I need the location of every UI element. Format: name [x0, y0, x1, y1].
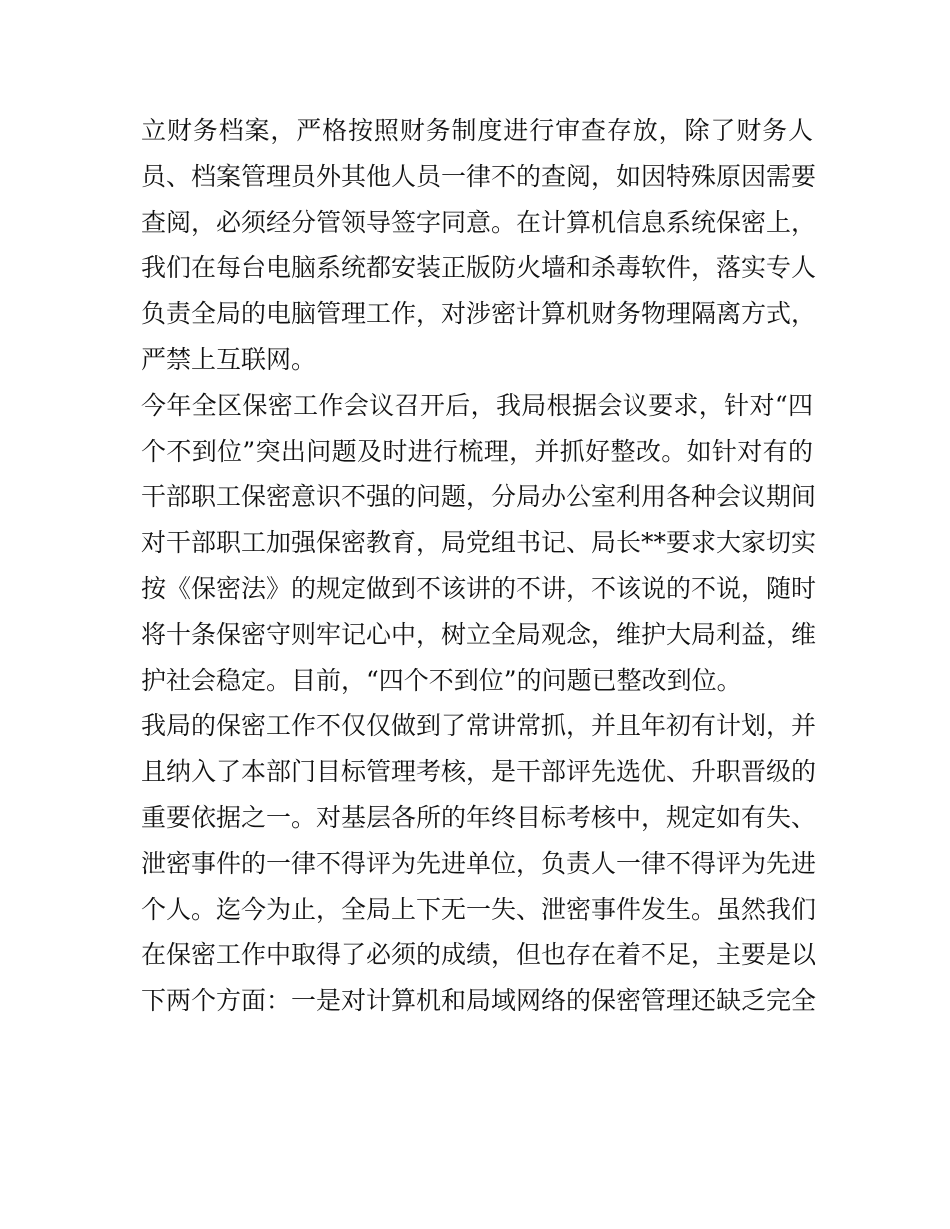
text-line: 查阅，必须经分管领导签字同意。在计算机信息系统保密上，: [141, 207, 817, 237]
text-line: 且纳入了本部门目标管理考核，是干部评先选优、升职晋级的: [141, 757, 817, 787]
paragraph-3: [141, 703, 817, 1024]
text-line: 今年全区保密工作会议召开后，我局根据会议要求，针对“四: [141, 390, 813, 420]
text-line: 在保密工作中取得了必须的成绩，但也存在着不足，主要是以: [141, 940, 817, 970]
text-line: 干部职工保密意识不强的问题，分局办公室利用各种会议期间: [141, 482, 817, 512]
text-line: 护社会稳定。目前，“四个不到位”的问题已整改到位。: [141, 665, 742, 695]
text-line: 立财务档案，严格按照财务制度进行审查存放，除了财务人: [141, 116, 813, 145]
text-line: 负责全局的电脑管理工作，对涉密计算机财务物理隔离方式，: [141, 299, 817, 329]
text-line: 对干部职工加强保密教育，局党组书记、局长**要求大家切实: [141, 528, 817, 558]
text-line: 我们在每台电脑系统都安装正版防火墙和杀毒软件，落实专人: [141, 253, 817, 283]
document-body: [141, 108, 817, 1024]
text-line: 下两个方面：一是对计算机和局域网络的保密管理还缺乏完全: [141, 986, 817, 1016]
text-line: 员、档案管理员外其他人员一律不的查阅，如因特殊原因需要: [141, 161, 817, 191]
text-line: 我局的保密工作不仅仅做到了常讲常抓，并且年初有计划，并: [141, 711, 817, 741]
text-line: 按《保密法》的规定做到不该讲的不讲，不该说的不说，随时: [141, 573, 817, 603]
paragraph-1: [141, 108, 817, 383]
text-line: 泄密事件的一律不得评为先进单位，负责人一律不得评为先进: [141, 848, 817, 878]
text-line: 个人。迄今为止，全局上下无一失、泄密事件发生。虽然我们: [141, 894, 817, 924]
text-line: 重要依据之一。对基层各所的年终目标考核中，规定如有失、: [141, 802, 817, 832]
text-line: 个不到位”突出问题及时进行梳理，并抓好整改。如针对有的: [141, 436, 813, 466]
paragraph-2: [141, 383, 817, 704]
text-line: 将十条保密守则牢记心中，树立全局观念，维护大局利益，维: [141, 619, 817, 649]
text-line: 严禁上互联网。: [141, 344, 317, 374]
